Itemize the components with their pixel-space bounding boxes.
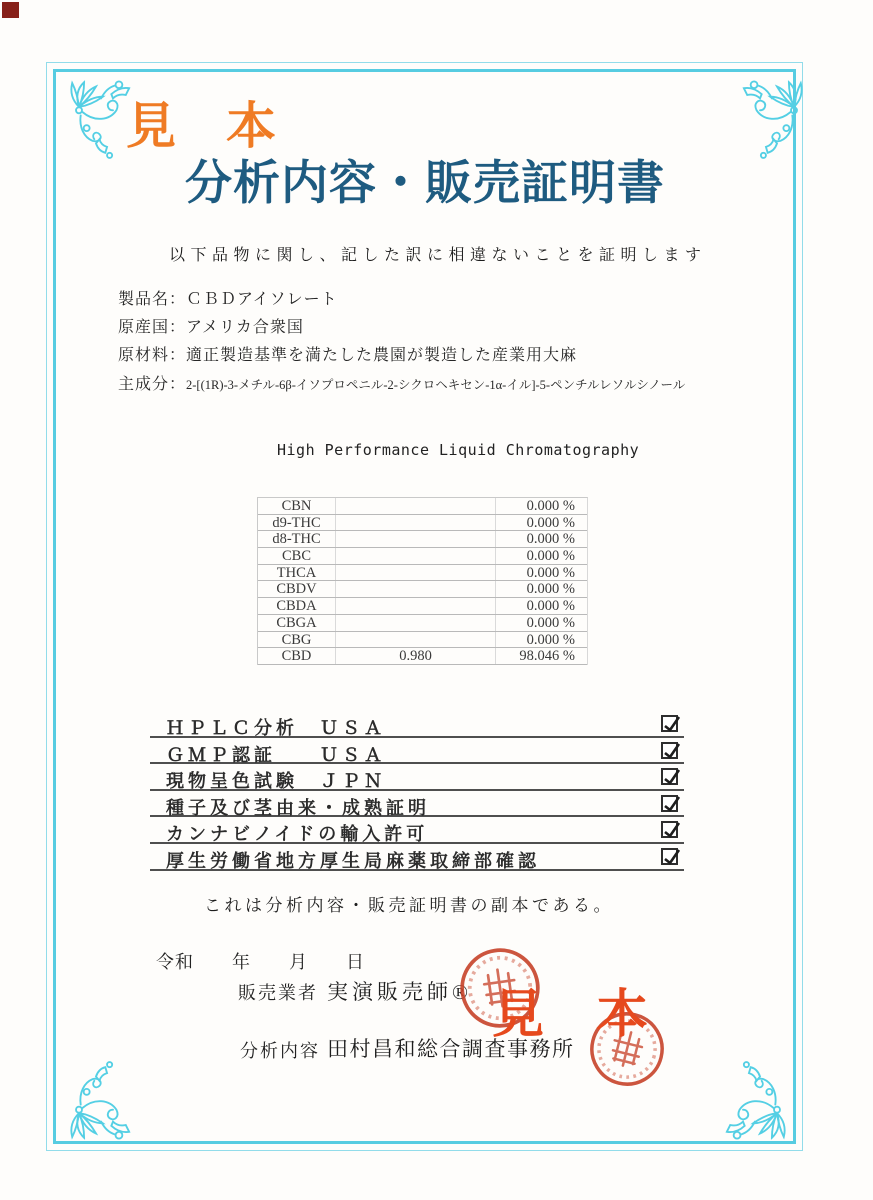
checklist-label: 現物呈色試験 ＪＰＮ (166, 771, 386, 792)
table-row (258, 515, 587, 532)
analyte-percent: 0.000 % (526, 548, 575, 565)
analyte-mid-value (336, 515, 496, 531)
list-item (150, 711, 684, 738)
analysis-label: 分析内容 (240, 1041, 320, 1061)
analyte-name: d8-THC (258, 531, 336, 547)
list-item (150, 844, 684, 871)
corner-ornament-icon (62, 1057, 147, 1142)
list-item (150, 764, 684, 791)
table-row (258, 531, 587, 548)
field-label: 原産国： (118, 319, 187, 336)
analyte-percent: 0.000 % (526, 531, 575, 548)
analyte-name: CBN (258, 498, 336, 514)
seller-label: 販売業者 (238, 983, 318, 1003)
scan-corner-mark (2, 2, 19, 18)
field-raw-material (118, 342, 577, 365)
check-icon (661, 741, 681, 761)
page-title: 分析内容・販売証明書 (185, 158, 665, 210)
field-origin-country (118, 314, 304, 337)
analyte-percent: 0.000 % (526, 581, 575, 598)
field-product-name (118, 286, 338, 309)
field-value: アメリカ合衆国 (186, 319, 304, 336)
checkbox-checked (661, 795, 678, 812)
check-icon (661, 714, 681, 734)
field-value: 適正製造基準を満たした農園が製造した産業用大麻 (186, 347, 578, 364)
analyte-percent: 0.000 % (526, 514, 575, 531)
analyte-mid-value (336, 632, 496, 648)
table-row (258, 632, 587, 649)
table-row (258, 498, 587, 515)
checkbox-checked (661, 768, 678, 785)
corner-ornament-icon (709, 1057, 794, 1142)
field-value: 2-[(1R)-3-メチル-6β-イソプロペニル-2-シクロヘキセン-1α-イル]-5-ペンチルレソルシノール (186, 378, 686, 392)
seller-name: 実演販売師® (327, 980, 472, 1004)
field-label: 主成分： (118, 376, 187, 393)
checklist-label: カンナビノイドの輸入許可 (166, 824, 429, 845)
analyte-name: CBG (258, 632, 336, 648)
analyte-mid-value (336, 615, 496, 631)
checkbox-checked (661, 821, 678, 838)
checkbox-checked (661, 715, 678, 732)
field-label: 製品名： (118, 291, 187, 308)
check-icon (661, 767, 681, 787)
sample-watermark-top: 見 本 (126, 98, 276, 154)
table-row (258, 648, 587, 665)
checkbox-checked (661, 742, 678, 759)
reiwa-date-line: 令和 年 月 日 (156, 952, 365, 972)
analyte-percent: 0.000 % (526, 614, 575, 631)
analyte-percent: 0.000 % (526, 598, 575, 615)
analyte-name: THCA (258, 565, 336, 581)
certification-checklist (150, 711, 684, 871)
analyte-mid-value (336, 498, 496, 514)
checklist-label: 厚生労働省地方厚生局麻薬取締部確認 (166, 850, 540, 871)
field-value: ＣＢＤアイソレート (186, 291, 338, 308)
analyte-name: CBDA (258, 598, 336, 614)
analyte-percent: 0.000 % (526, 631, 575, 648)
analyte-name: CBDV (258, 581, 336, 597)
analyte-percent: 0.000 % (526, 498, 575, 514)
hplc-heading: High Performance Liquid Chromatography (277, 441, 640, 459)
certify-statement: 以下品物に関し、記した訳に相違ないことを証明します (169, 247, 707, 264)
table-row (258, 581, 587, 598)
checklist-label: ＧＭＰ認証 ＵＳＡ (166, 744, 386, 765)
analysis-office-name: 田村昌和総合調査事務所 (327, 1037, 575, 1061)
analyte-name: CBC (258, 548, 336, 564)
field-main-ingredient (118, 371, 685, 394)
analyte-percent: 98.046 % (519, 648, 575, 665)
check-icon (661, 820, 681, 840)
corner-ornament-icon (726, 78, 811, 163)
analyte-name: CBGA (258, 615, 336, 631)
list-item (150, 791, 684, 818)
check-icon (661, 794, 681, 814)
table-row (258, 548, 587, 565)
analyte-mid-value (336, 581, 496, 597)
analyte-mid-value (336, 531, 496, 547)
analyte-mid-value (336, 548, 496, 564)
duplicate-copy-note: これは分析内容・販売証明書の副本である。 (204, 896, 614, 915)
analyte-name: CBD (258, 648, 336, 664)
analyte-percent: 0.000 % (526, 564, 575, 581)
check-icon (661, 847, 681, 867)
checklist-label: 種子及び茎由来・成熟証明 (166, 797, 430, 818)
table-row (258, 598, 587, 615)
analyte-name: d9-THC (258, 515, 336, 531)
analyte-mid-value (336, 565, 496, 581)
field-label: 原材料： (118, 347, 187, 364)
list-item (150, 817, 684, 844)
sample-watermark-bottom: 見 本 (492, 987, 649, 1044)
list-item (150, 738, 684, 765)
table-row (258, 565, 587, 582)
cannabinoid-results-table (257, 497, 588, 665)
checklist-label: ＨＰＬＣ分析 ＵＳＡ (166, 718, 386, 738)
checkbox-checked (661, 848, 678, 865)
analyte-mid-value (336, 598, 496, 614)
table-row (258, 615, 587, 632)
analyte-mid-value: 0.980 (336, 648, 496, 664)
